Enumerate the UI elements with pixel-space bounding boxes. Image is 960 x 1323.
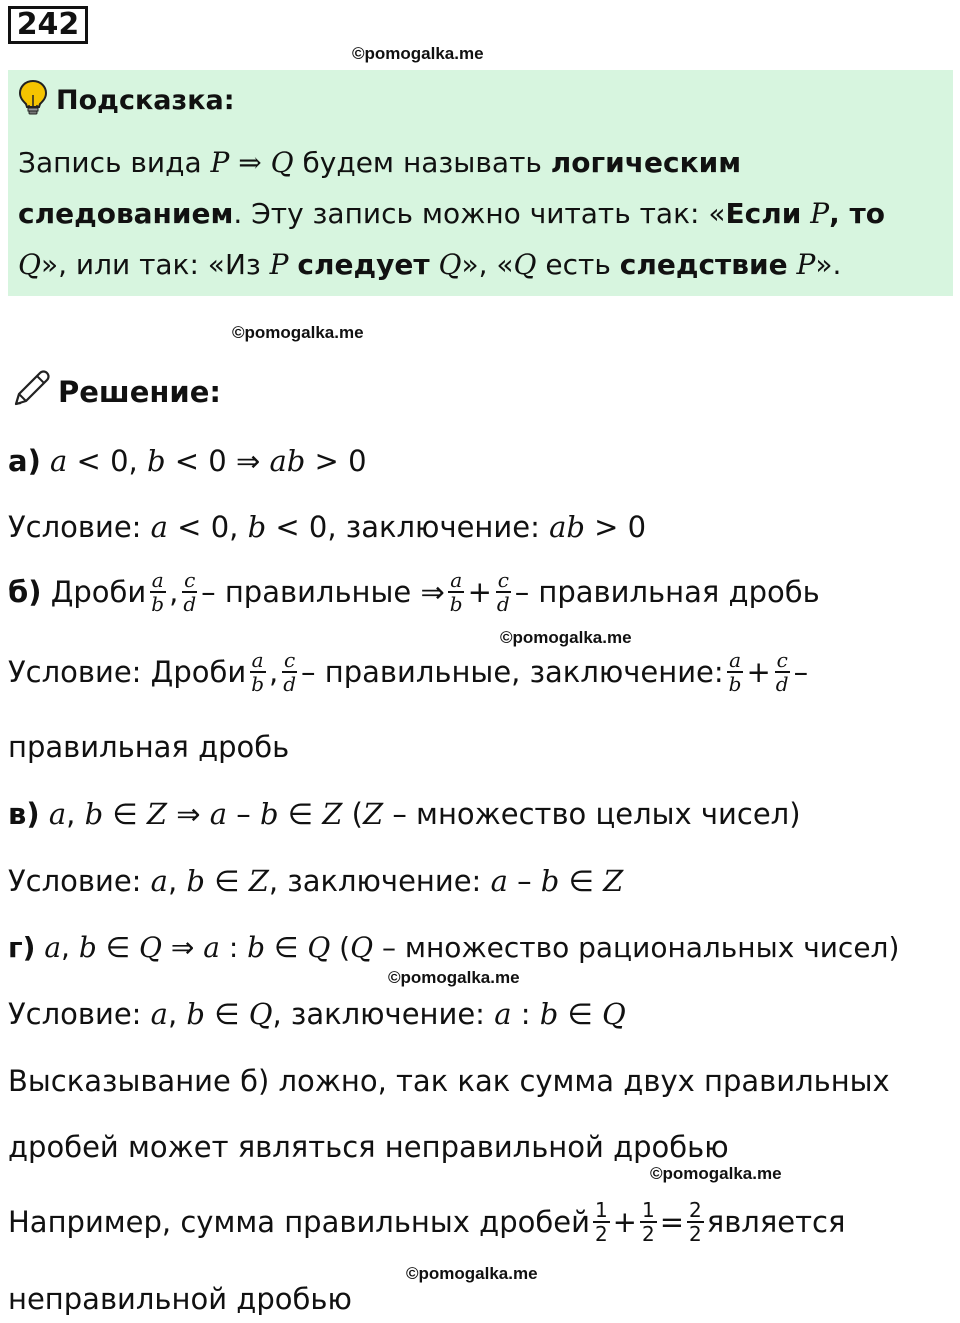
fraction: $\frac{a}{b}$ [449,568,463,616]
watermark: ©pomogalka.me [650,1164,782,1183]
watermark: ©pomogalka.me [388,968,520,987]
lightbulb-icon [18,79,48,122]
conclusion-line-1: Высказывание б) ложно, так как сумма двух правильных [8,1064,890,1098]
example-line-cont: неправильной дробью [8,1282,352,1316]
fraction: $\frac{1}{2}$ [641,1198,655,1246]
fraction: $\frac{c}{d}$ [775,648,789,696]
watermark: ©pomogalka.me [500,628,632,647]
pencil-icon [10,368,52,417]
fraction: $\frac{2}{2}$ [689,1198,702,1246]
item-v-condition: Условие: a , b ∈ Z , заключение: a – b ∈ Z [8,864,624,898]
item-a: а) a < 0, b < 0 ⇒ ab > 0 [8,444,367,478]
item-b: б) Дроби $\frac{a}{b}$ , $\frac{c}{d}$ – правильные ⇒ $\frac{a}{b}$ + $\frac{c}{d}$ – правильная дробь [8,568,820,616]
watermark: ©pomogalka.me [406,1264,538,1283]
item-v: в) a , b ∈ Z ⇒ a – b ∈ Z ( Z – множество целых чисел) [8,797,801,831]
fraction: $\frac{a}{b}$ [251,648,265,696]
fraction: $\frac{1}{2}$ [594,1198,608,1246]
hint-line-2: следованием. Эту запись можно читать так: «Если P, то [18,197,885,230]
example-line: Например, сумма правильных дробей $\frac{1}{2}$ + $\frac{1}{2}$ = $\frac{2}{2}$ является [8,1198,846,1246]
solution-title-row [10,370,221,414]
task-number: 242 [8,6,88,44]
hint-line-1: Запись вида P ⇒ Q будем называть логическим [18,146,742,179]
watermark: ©pomogalka.me [232,323,364,342]
hint-title-row [18,82,235,118]
fraction: $\frac{c}{d}$ [183,568,197,616]
watermark: ©pomogalka.me [352,44,484,63]
item-b-condition-cont: правильная дробь [8,730,290,764]
conclusion-line-2: дробей может являться неправильной дробью [8,1130,729,1164]
item-b-condition: Условие: Дроби $\frac{a}{b}$ , $\frac{c}{d}$ – правильные, заключение: $\frac{a}{b}$ + $\frac{c}{d}$ – [8,648,809,696]
hint-line-3: Q», или так: «Из P следует Q», «Q есть следствие P». [18,248,842,281]
fraction: $\frac{c}{d}$ [283,648,297,696]
fraction: $\frac{a}{b}$ [728,648,742,696]
item-g: г) a , b ∈ Q ⇒ a : b ∈ Q ( Q – множество рациональных чисел) [8,930,900,964]
item-g-condition: Условие: a , b ∈ Q , заключение: a : b ∈ Q [8,997,626,1031]
fraction: $\frac{a}{b}$ [151,568,165,616]
hint-title: Подсказка: [56,84,235,116]
item-a-condition: Условие: a < 0, b < 0, заключение: ab > 0 [8,510,647,544]
fraction: $\frac{c}{d}$ [496,568,510,616]
solution-title: Решение: [58,375,222,409]
